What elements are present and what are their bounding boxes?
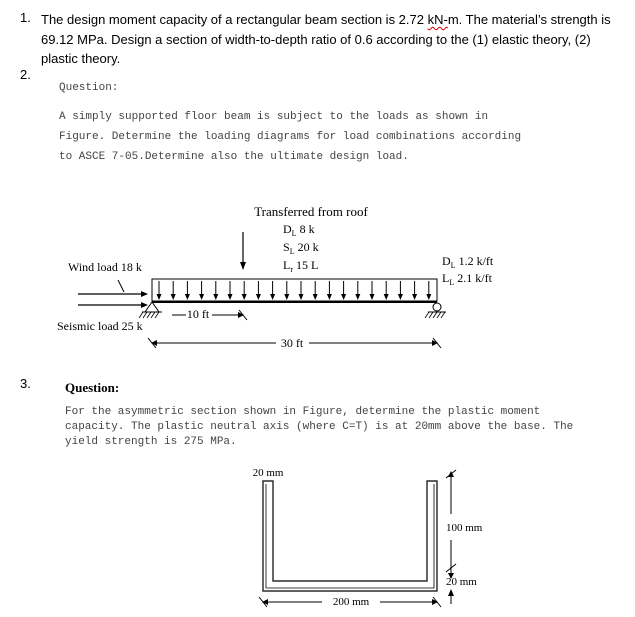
q2-line-1: A simply supported floor beam is subject to the loads as shown in [59, 111, 489, 123]
base-thickness-label: 20 mm [446, 576, 477, 588]
dim-30ft-label: 30 ft [280, 336, 304, 350]
lr-point-label: $L_r$ 15 L [283, 258, 319, 274]
q3-line-2: capacity. The plastic neutral axis (where C=T) is at 20mm above the base. The [65, 421, 574, 433]
q3-heading: Question: [65, 380, 120, 395]
height-label: 100 mm [446, 522, 483, 534]
seismic-label: Seismic load 25 k [57, 319, 143, 333]
q3-line-1: For the asymmetric section shown in Figure, determine the plastic moment [65, 406, 541, 418]
dim-10ft-label: 10 ft [186, 307, 210, 321]
q1-text-b: m. The material’s strength is 69.12 MPa. Design a section of width-to-depth ratio of 0.6 according to the (1) elastic theory, (2) plastic theory. [41, 12, 611, 66]
q2-line-3: to ASCE 7-05.Determine also the ultimate design load. [59, 151, 409, 163]
q1-text-a: The design moment capacity of a rectangular beam section is 2.72 [41, 12, 428, 27]
q1-number: 1. [20, 10, 31, 25]
top-flange-label: 20 mm [252, 467, 284, 479]
q3-number: 3. [20, 376, 31, 391]
wind-label: Wind load 18 k [68, 260, 142, 274]
channel-section [263, 481, 437, 591]
base-dim-arrow [448, 589, 454, 596]
q3-line-3: yield strength is 275 MPa. [65, 436, 237, 448]
sl-point-label: $S_L$ 20 k [283, 240, 319, 256]
q2-number: 2. [20, 67, 31, 82]
q2-line-2: Figure. Determine the loading diagrams for load combinations according [59, 131, 522, 143]
width-label: 200 mm [332, 596, 370, 608]
dl-point-label: $D_L$ 8 k [283, 222, 315, 238]
q1-flagged-unit: kN- [427, 12, 448, 27]
roof-title: Transferred from roof [254, 204, 368, 219]
ll-dist-label: $L_L$ 2.1 k/ft [442, 271, 492, 287]
q2-heading: Question: [59, 82, 119, 94]
dl-dist-label: $D_L$ 1.2 k/ft [442, 254, 494, 270]
channel-inner-line [266, 484, 434, 588]
